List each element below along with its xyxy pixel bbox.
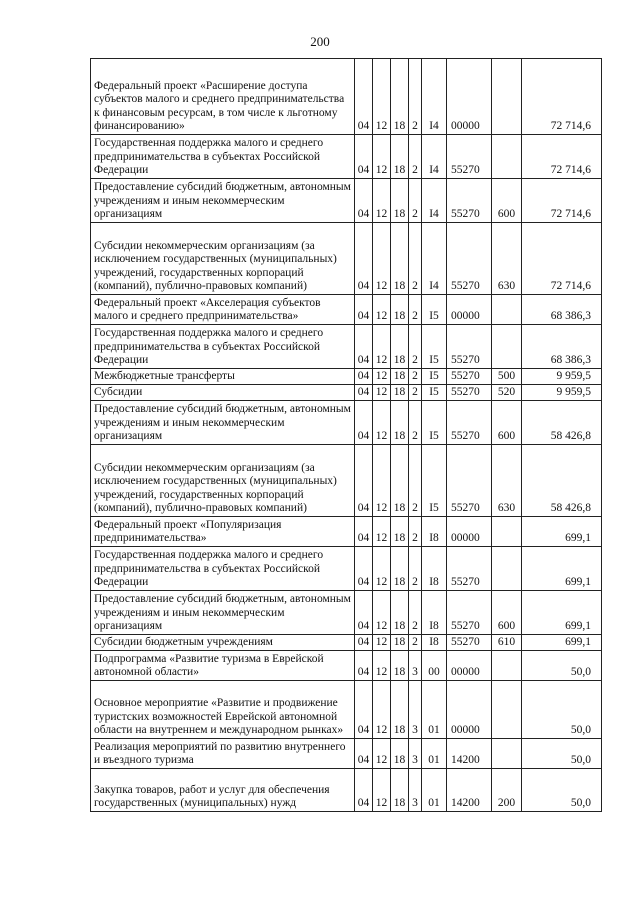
row-amount: 699,1 [522, 547, 602, 591]
budget-table [90, 58, 602, 812]
table-row [91, 739, 602, 769]
row-p1: 18 [391, 295, 409, 325]
row-rz: 04 [355, 681, 373, 739]
row-pr: 12 [373, 635, 391, 651]
row-pr: 12 [373, 369, 391, 385]
row-vr: 520 [492, 385, 522, 401]
row-p4: 55270 [447, 591, 492, 635]
row-p4: 55270 [447, 385, 492, 401]
table-row [91, 295, 602, 325]
row-p2: 2 [409, 135, 422, 179]
table-row [91, 635, 602, 651]
row-pr: 12 [373, 591, 391, 635]
row-pr: 12 [373, 517, 391, 547]
row-rz: 04 [355, 369, 373, 385]
row-rz: 04 [355, 295, 373, 325]
table-row [91, 369, 602, 385]
row-name: Межбюджетные трансферты [91, 369, 355, 385]
row-name: Подпрограмма «Развитие туризма в Еврейской автономной области» [91, 651, 355, 681]
table-row [91, 651, 602, 681]
row-p1: 18 [391, 517, 409, 547]
row-amount: 58 426,8 [522, 445, 602, 517]
row-rz: 04 [355, 59, 373, 135]
row-p1: 18 [391, 739, 409, 769]
row-p4: 55270 [447, 223, 492, 295]
row-p3: I8 [422, 635, 447, 651]
row-p4: 55270 [447, 547, 492, 591]
page-number: 200 [310, 34, 330, 49]
row-rz: 04 [355, 739, 373, 769]
row-amount: 9 959,5 [522, 369, 602, 385]
table-row [91, 445, 602, 517]
row-p1: 18 [391, 591, 409, 635]
row-p2: 2 [409, 295, 422, 325]
row-p4: 55270 [447, 135, 492, 179]
row-p3: I5 [422, 445, 447, 517]
row-rz: 04 [355, 223, 373, 295]
row-amount: 50,0 [522, 769, 602, 812]
row-p3: I4 [422, 223, 447, 295]
row-rz: 04 [355, 635, 373, 651]
row-pr: 12 [373, 385, 391, 401]
row-p3: I4 [422, 59, 447, 135]
row-amount: 699,1 [522, 591, 602, 635]
row-pr: 12 [373, 401, 391, 445]
table-row [91, 135, 602, 179]
row-vr [492, 135, 522, 179]
row-p2: 3 [409, 651, 422, 681]
row-vr: 600 [492, 179, 522, 223]
row-pr: 12 [373, 769, 391, 812]
row-rz: 04 [355, 517, 373, 547]
row-p3: I5 [422, 385, 447, 401]
row-p3: I4 [422, 135, 447, 179]
row-name: Основное мероприятие «Развитие и продвижение туристских возможностей Еврейской автономной области на внутреннем и международном рынках» [91, 681, 355, 739]
row-p1: 18 [391, 59, 409, 135]
row-rz: 04 [355, 445, 373, 517]
row-p2: 2 [409, 517, 422, 547]
row-name: Федеральный проект «Расширение доступа субъектов малого и среднего предпринимательства к финансовым ресурсам, в том числе к льготному финансированию» [91, 59, 355, 135]
row-amount: 68 386,3 [522, 295, 602, 325]
row-p3: 01 [422, 769, 447, 812]
row-p2: 2 [409, 591, 422, 635]
row-vr [492, 517, 522, 547]
row-p4: 55270 [447, 325, 492, 369]
row-amount: 72 714,6 [522, 179, 602, 223]
row-p3: 00 [422, 651, 447, 681]
row-rz: 04 [355, 591, 373, 635]
row-p2: 2 [409, 179, 422, 223]
row-vr: 500 [492, 369, 522, 385]
row-amount: 699,1 [522, 635, 602, 651]
row-p1: 18 [391, 651, 409, 681]
row-name: Субсидии некоммерческим организациям (за исключением государственных (муниципальных) учреждений, государственных корпораций (компаний), публично-правовых компаний) [91, 223, 355, 295]
table-row [91, 591, 602, 635]
row-vr [492, 59, 522, 135]
row-name: Реализация мероприятий по развитию внутреннего и въездного туризма [91, 739, 355, 769]
table-row [91, 769, 602, 812]
table-row [91, 325, 602, 369]
row-vr [492, 739, 522, 769]
row-p3: I5 [422, 295, 447, 325]
row-rz: 04 [355, 651, 373, 681]
row-vr [492, 547, 522, 591]
row-p2: 2 [409, 223, 422, 295]
row-amount: 50,0 [522, 739, 602, 769]
row-p1: 18 [391, 547, 409, 591]
row-amount: 9 959,5 [522, 385, 602, 401]
row-name: Предоставление субсидий бюджетным, автономным учреждениям и иным некоммерческим организациям [91, 401, 355, 445]
row-name: Федеральный проект «Акселерация субъектов малого и среднего предпринимательства» [91, 295, 355, 325]
row-p1: 18 [391, 135, 409, 179]
row-vr: 610 [492, 635, 522, 651]
row-name: Субсидии некоммерческим организациям (за исключением государственных (муниципальных) учреждений, государственных корпораций (компаний), публично-правовых компаний) [91, 445, 355, 517]
row-p4: 00000 [447, 681, 492, 739]
row-amount: 68 386,3 [522, 325, 602, 369]
row-name: Государственная поддержка малого и среднего предпринимательства в субъектах Российской Федерации [91, 135, 355, 179]
row-p2: 2 [409, 401, 422, 445]
row-pr: 12 [373, 681, 391, 739]
table-row [91, 517, 602, 547]
row-p1: 18 [391, 369, 409, 385]
row-name: Закупка товаров, работ и услуг для обеспечения государственных (муниципальных) нужд [91, 769, 355, 812]
row-p2: 3 [409, 681, 422, 739]
row-p2: 2 [409, 385, 422, 401]
row-rz: 04 [355, 769, 373, 812]
row-pr: 12 [373, 135, 391, 179]
row-rz: 04 [355, 135, 373, 179]
row-rz: 04 [355, 325, 373, 369]
row-amount: 72 714,6 [522, 135, 602, 179]
table-row [91, 547, 602, 591]
row-vr [492, 681, 522, 739]
row-vr [492, 651, 522, 681]
table-row [91, 401, 602, 445]
row-name: Предоставление субсидий бюджетным, автономным учреждениям и иным некоммерческим организациям [91, 591, 355, 635]
row-amount: 58 426,8 [522, 401, 602, 445]
row-p2: 2 [409, 547, 422, 591]
row-p2: 2 [409, 445, 422, 517]
row-p4: 55270 [447, 369, 492, 385]
row-p2: 2 [409, 369, 422, 385]
row-p2: 3 [409, 769, 422, 812]
row-pr: 12 [373, 295, 391, 325]
row-p1: 18 [391, 401, 409, 445]
row-name: Государственная поддержка малого и среднего предпринимательства в субъектах Российской Федерации [91, 547, 355, 591]
row-p1: 18 [391, 325, 409, 369]
table-row [91, 59, 602, 135]
row-p1: 18 [391, 179, 409, 223]
row-p3: I4 [422, 179, 447, 223]
table-row [91, 385, 602, 401]
row-amount: 699,1 [522, 517, 602, 547]
row-p4: 55270 [447, 445, 492, 517]
row-p3: I8 [422, 517, 447, 547]
row-name: Субсидии [91, 385, 355, 401]
row-p1: 18 [391, 769, 409, 812]
row-vr: 200 [492, 769, 522, 812]
row-vr: 630 [492, 223, 522, 295]
row-p4: 14200 [447, 769, 492, 812]
row-p2: 2 [409, 59, 422, 135]
row-p2: 3 [409, 739, 422, 769]
table-row [91, 179, 602, 223]
row-name: Федеральный проект «Популяризация предпринимательства» [91, 517, 355, 547]
row-p1: 18 [391, 385, 409, 401]
row-pr: 12 [373, 325, 391, 369]
row-amount: 72 714,6 [522, 59, 602, 135]
table-row [91, 223, 602, 295]
row-p1: 18 [391, 445, 409, 517]
row-p3: I5 [422, 369, 447, 385]
row-name: Государственная поддержка малого и среднего предпринимательства в субъектах Российской Федерации [91, 325, 355, 369]
row-pr: 12 [373, 179, 391, 223]
row-pr: 12 [373, 445, 391, 517]
row-vr: 600 [492, 401, 522, 445]
row-name: Предоставление субсидий бюджетным, автономным учреждениям и иным некоммерческим организациям [91, 179, 355, 223]
row-p1: 18 [391, 681, 409, 739]
row-p1: 18 [391, 223, 409, 295]
row-p4: 55270 [447, 179, 492, 223]
row-vr: 600 [492, 591, 522, 635]
row-p3: I5 [422, 325, 447, 369]
row-vr: 630 [492, 445, 522, 517]
row-p4: 00000 [447, 295, 492, 325]
row-p3: 01 [422, 681, 447, 739]
row-pr: 12 [373, 223, 391, 295]
table-row [91, 681, 602, 739]
row-p2: 2 [409, 635, 422, 651]
row-p3: 01 [422, 739, 447, 769]
row-p4: 00000 [447, 59, 492, 135]
row-rz: 04 [355, 385, 373, 401]
row-amount: 50,0 [522, 681, 602, 739]
row-pr: 12 [373, 651, 391, 681]
row-amount: 72 714,6 [522, 223, 602, 295]
row-p2: 2 [409, 325, 422, 369]
row-p4: 14200 [447, 739, 492, 769]
row-p3: I8 [422, 547, 447, 591]
row-pr: 12 [373, 59, 391, 135]
row-p4: 00000 [447, 517, 492, 547]
row-p4: 55270 [447, 635, 492, 651]
row-rz: 04 [355, 401, 373, 445]
row-pr: 12 [373, 739, 391, 769]
row-rz: 04 [355, 547, 373, 591]
row-vr [492, 325, 522, 369]
row-pr: 12 [373, 547, 391, 591]
row-p3: I5 [422, 401, 447, 445]
row-vr [492, 295, 522, 325]
row-rz: 04 [355, 179, 373, 223]
row-p4: 55270 [447, 401, 492, 445]
row-p3: I8 [422, 591, 447, 635]
row-p4: 00000 [447, 651, 492, 681]
row-name: Субсидии бюджетным учреждениям [91, 635, 355, 651]
row-amount: 50,0 [522, 651, 602, 681]
row-p1: 18 [391, 635, 409, 651]
